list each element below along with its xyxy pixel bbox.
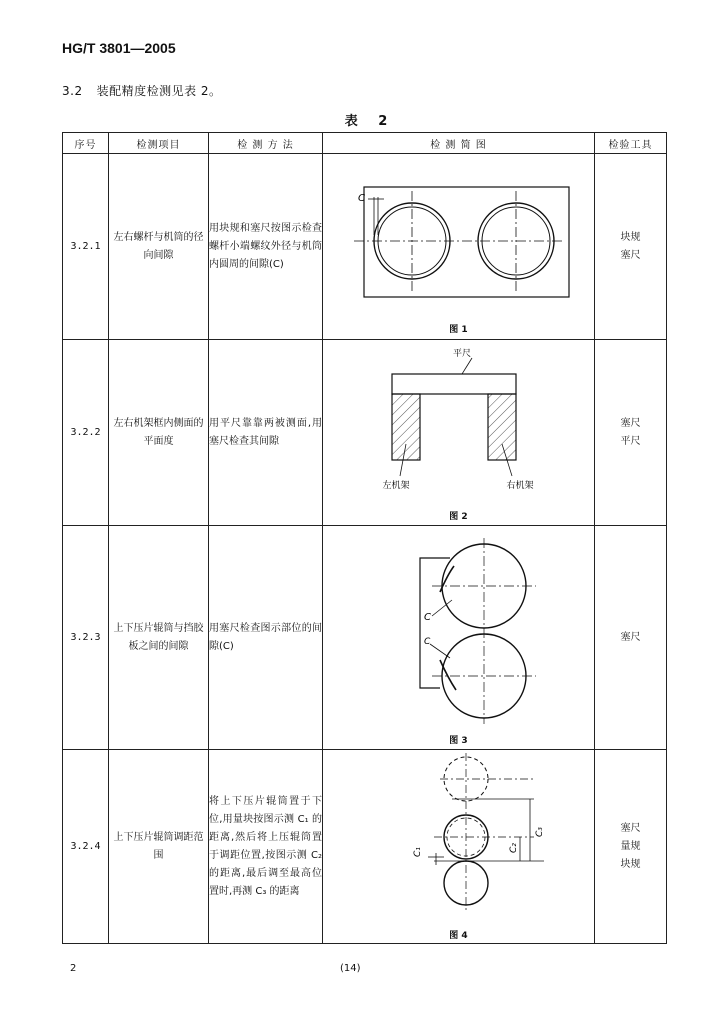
figure-2-diagram xyxy=(344,344,574,506)
figure-4-diagram xyxy=(344,753,574,925)
figure-4-label-c3: C₃ xyxy=(534,826,545,837)
tool-name: 量规 xyxy=(620,840,641,852)
table-caption: 表 2 xyxy=(344,114,396,129)
figure-caption: 图 4 xyxy=(449,930,468,941)
inspection-method: 用块规和塞尺按图示检查螺杆小端螺纹外径与机筒内圆周的间隙(C) xyxy=(209,154,323,340)
table-row xyxy=(63,526,667,750)
figure-cell xyxy=(323,154,595,340)
inspection-item: 左右机架框内侧面的平面度 xyxy=(109,340,209,526)
inspection-item: 上下压片辊筒调距范围 xyxy=(109,750,209,944)
figure-caption: 图 2 xyxy=(449,511,468,522)
footer-center-code: (14) xyxy=(340,963,361,974)
figure-1-label-c: C xyxy=(357,192,365,204)
column-header: 序号 xyxy=(63,133,109,154)
inspection-method: 用平尺靠靠两被测面,用塞尺检查其间隙 xyxy=(209,340,323,526)
figure-2-label-right-frame: 右机架 xyxy=(505,480,534,491)
row-number: 3.2.3 xyxy=(63,526,109,750)
tool-name: 平尺 xyxy=(620,435,641,447)
table-row xyxy=(63,340,667,526)
table-row xyxy=(63,750,667,944)
tool-cell xyxy=(595,154,667,340)
figure-4-label-c2: C₂ xyxy=(508,842,519,853)
inspection-table xyxy=(62,132,667,944)
inspection-method: 将上下压片辊筒置于下位,用量块按图示测 C₁ 的距离,然后将上压辊筒置于调距位置,按图示测 C₂ 的距离,最后调至最高位置时,再测 C₃ 的距离 xyxy=(209,750,323,944)
column-header: 检 测 简 图 xyxy=(323,133,595,154)
column-header: 检测项目 xyxy=(109,133,209,154)
table-row xyxy=(63,154,667,340)
figure-caption: 图 3 xyxy=(449,735,468,746)
tool-name: 塞尺 xyxy=(620,822,641,834)
figure-3-diagram xyxy=(344,530,574,730)
tool-name: 塞尺 xyxy=(620,249,641,261)
row-number: 3.2.2 xyxy=(63,340,109,526)
figure-cell xyxy=(323,750,595,944)
figure-4-label-c1: C₁ xyxy=(412,846,423,857)
row-number: 3.2.1 xyxy=(63,154,109,340)
figure-3-label-c-upper: C xyxy=(423,611,431,623)
figure-cell xyxy=(323,340,595,526)
tool-name: 塞尺 xyxy=(620,417,641,429)
page-number: 2 xyxy=(70,963,77,974)
section-number: 3.2 xyxy=(62,84,83,98)
section-text: 装配精度检测见表 2。 xyxy=(96,84,222,98)
tool-cell xyxy=(595,526,667,750)
tool-cell xyxy=(595,750,667,944)
tool-name: 块规 xyxy=(620,231,641,243)
inspection-item: 上下压片辊筒与挡胶板之间的间隙 xyxy=(109,526,209,750)
tool-name: 块规 xyxy=(620,858,641,870)
row-number: 3.2.4 xyxy=(63,750,109,944)
inspection-method: 用塞尺检查图示部位的间隙(C) xyxy=(209,526,323,750)
figure-2-label-ruler: 平尺 xyxy=(452,348,471,359)
figure-1-diagram xyxy=(344,159,574,319)
table-header-row xyxy=(63,133,667,154)
column-header: 检 测 方 法 xyxy=(209,133,323,154)
column-header: 检验工具 xyxy=(595,133,667,154)
standard-code: HG/T 3801—2005 xyxy=(62,40,176,56)
section-heading xyxy=(62,82,222,99)
tool-cell xyxy=(595,340,667,526)
figure-3-label-c-lower: C xyxy=(423,636,430,647)
figure-caption: 图 1 xyxy=(449,324,468,335)
tool-name: 塞尺 xyxy=(620,631,641,643)
inspection-item: 左右螺杆与机筒的径向间隙 xyxy=(109,154,209,340)
figure-2-label-left-frame: 左机架 xyxy=(381,480,410,491)
figure-cell xyxy=(323,526,595,750)
